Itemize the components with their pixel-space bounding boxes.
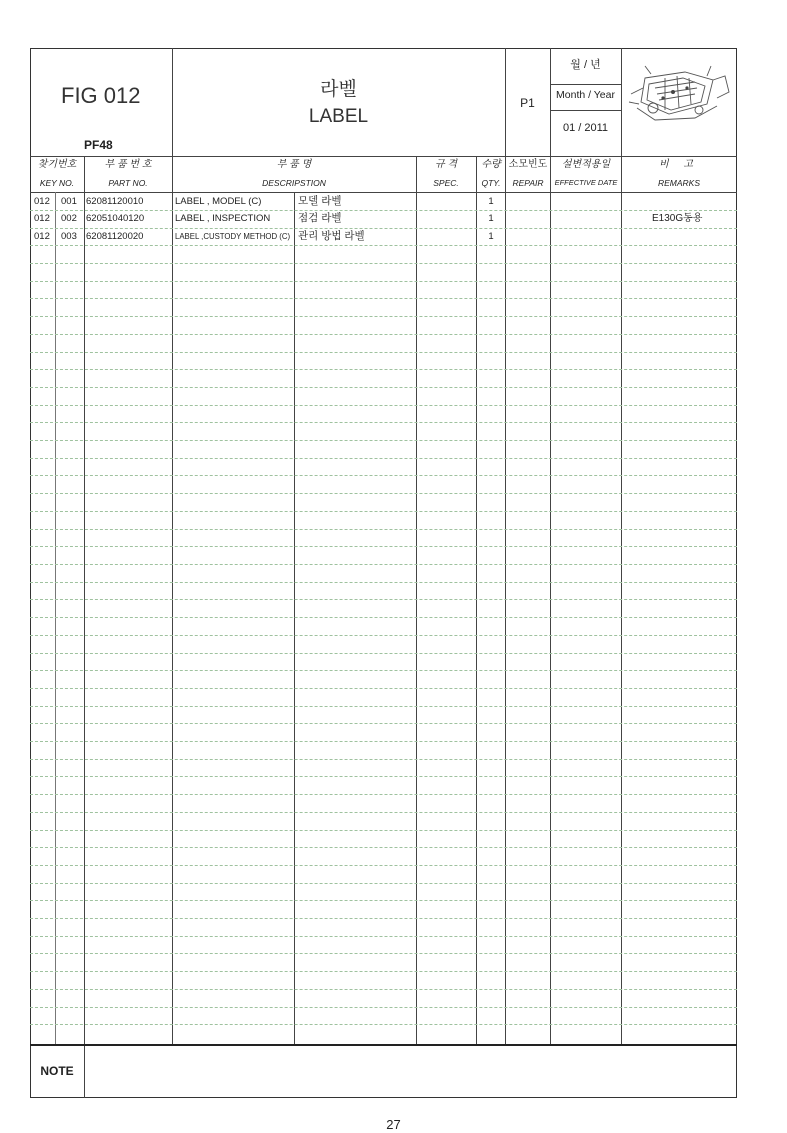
cell-key: 001 bbox=[61, 196, 77, 207]
row-rule bbox=[30, 971, 737, 972]
model-code: PF48 bbox=[84, 138, 113, 152]
row-rule bbox=[30, 865, 737, 866]
row-rule bbox=[30, 316, 737, 317]
col-divider-qty bbox=[476, 156, 477, 1044]
row-rule bbox=[30, 582, 737, 583]
col-divider-key-sub bbox=[55, 192, 56, 1044]
row-rule bbox=[30, 511, 737, 512]
row-rule bbox=[30, 405, 737, 406]
col-spec-kr: 규 격 bbox=[434, 159, 458, 170]
row-rule bbox=[30, 723, 737, 724]
col-key-kr: 찾기번호 bbox=[37, 159, 77, 170]
fig-number: FIG 012 bbox=[61, 83, 141, 108]
row-rule bbox=[30, 493, 737, 494]
row-rule bbox=[30, 599, 737, 600]
col-remarks-kr: 비 고 bbox=[658, 159, 700, 170]
col-divider-spec bbox=[416, 156, 417, 1044]
row-rule bbox=[30, 617, 737, 618]
row-rule bbox=[30, 847, 737, 848]
page-title-kr: 라벨 bbox=[320, 79, 357, 100]
cell-qty: 1 bbox=[488, 213, 494, 224]
cell-fig: 012 bbox=[34, 231, 50, 242]
col-divider-desc bbox=[172, 156, 173, 1044]
col-part-kr: 부 품 번 호 bbox=[104, 159, 152, 170]
cell-desc-kr: 관리 방법 라벨 bbox=[298, 230, 365, 242]
row-rule bbox=[30, 1007, 737, 1008]
cell-qty: 1 bbox=[488, 196, 494, 207]
header-divider-1 bbox=[172, 48, 173, 156]
row-rule bbox=[30, 706, 737, 707]
col-desc-kr: 부 품 명 bbox=[276, 159, 312, 170]
row-rule bbox=[30, 812, 737, 813]
col-desc-en: DESCRIPSTION bbox=[262, 178, 326, 188]
row-rule bbox=[30, 900, 737, 901]
row-rule bbox=[30, 794, 737, 795]
note-top-rule bbox=[30, 1044, 737, 1046]
row-rule bbox=[30, 440, 737, 441]
row-rule bbox=[30, 688, 737, 689]
row-rule bbox=[30, 918, 737, 919]
row-rule bbox=[30, 953, 737, 954]
col-remarks-en: REMARKS bbox=[657, 178, 701, 188]
cell-fig: 012 bbox=[34, 213, 50, 224]
column-header-bottom-rule bbox=[30, 192, 737, 193]
cell-desc-kr: 모델 라벨 bbox=[298, 195, 342, 207]
row-rule bbox=[30, 883, 737, 884]
col-repair-kr: 소모빈도 bbox=[508, 159, 548, 170]
cell-key: 003 bbox=[61, 231, 77, 242]
row-rule bbox=[30, 670, 737, 671]
cell-part-no: 62081120020 bbox=[86, 231, 144, 242]
cell-desc-kr: 점검 라벨 bbox=[298, 212, 342, 224]
row-rule bbox=[30, 830, 737, 831]
row-rule bbox=[30, 759, 737, 760]
row-rule bbox=[30, 936, 737, 937]
cell-key: 002 bbox=[61, 213, 77, 224]
col-divider-repair bbox=[505, 156, 506, 1044]
cell-remarks: E130G동용 bbox=[652, 213, 703, 224]
row-rule bbox=[30, 228, 737, 229]
date-box-divider-1 bbox=[550, 84, 621, 85]
row-rule bbox=[30, 741, 737, 742]
col-divider-remarks bbox=[621, 156, 622, 1044]
col-part-en: PART NO. bbox=[108, 178, 148, 188]
sheet-page: P1 bbox=[520, 96, 535, 110]
date-box-divider-2 bbox=[550, 110, 621, 111]
col-qty-kr: 수량 bbox=[481, 159, 501, 170]
row-rule bbox=[30, 546, 737, 547]
row-rule bbox=[30, 387, 737, 388]
row-rule bbox=[30, 458, 737, 459]
row-rule bbox=[30, 210, 737, 211]
row-rule bbox=[30, 281, 737, 282]
col-effective-en: EFFECTIVE DATE bbox=[554, 178, 618, 187]
row-rule bbox=[30, 352, 737, 353]
row-rule bbox=[30, 989, 737, 990]
col-key-en: KEY NO. bbox=[39, 178, 75, 188]
row-rule bbox=[30, 263, 737, 264]
row-rule bbox=[30, 422, 737, 423]
row-rule bbox=[30, 653, 737, 654]
cell-part-no: 62081120010 bbox=[86, 196, 144, 207]
row-rule bbox=[30, 635, 737, 636]
col-spec-en: SPEC. bbox=[433, 178, 459, 188]
cell-desc-en: LABEL , MODEL (C) bbox=[175, 196, 262, 207]
header-bottom-rule bbox=[30, 156, 737, 157]
cell-desc-en: LABEL ,CUSTODY METHOD (C) bbox=[175, 232, 291, 241]
note-label: NOTE bbox=[40, 1064, 74, 1078]
header-divider-4 bbox=[621, 48, 622, 156]
page-number: 27 bbox=[386, 1117, 401, 1132]
cell-fig: 012 bbox=[34, 196, 50, 207]
col-qty-en: QTY. bbox=[481, 178, 501, 188]
col-repair-en: REPAIR bbox=[512, 178, 544, 188]
row-rule bbox=[30, 369, 737, 370]
cell-qty: 1 bbox=[488, 231, 494, 242]
col-divider-desc-kr bbox=[294, 192, 295, 1044]
row-rule bbox=[30, 298, 737, 299]
cell-desc-en: LABEL , INSPECTION bbox=[175, 213, 271, 224]
row-rule bbox=[30, 245, 737, 246]
row-rule bbox=[30, 776, 737, 777]
col-effective-kr: 설변적용일 bbox=[561, 159, 611, 170]
row-rule bbox=[30, 529, 737, 530]
effective-date: 01 / 2011 bbox=[562, 122, 609, 134]
cell-part-no: 62051040120 bbox=[86, 213, 145, 224]
assembly-sketch-icon bbox=[625, 58, 733, 136]
row-rule bbox=[30, 564, 737, 565]
col-divider-effective bbox=[550, 156, 551, 1044]
month-year-label-en: Month / Year bbox=[556, 89, 615, 101]
page-title-en: LABEL bbox=[308, 106, 369, 127]
month-year-label-kr: 월 / 년 bbox=[570, 59, 601, 71]
row-rule bbox=[30, 1024, 737, 1025]
row-rule bbox=[30, 475, 737, 476]
row-rule bbox=[30, 334, 737, 335]
